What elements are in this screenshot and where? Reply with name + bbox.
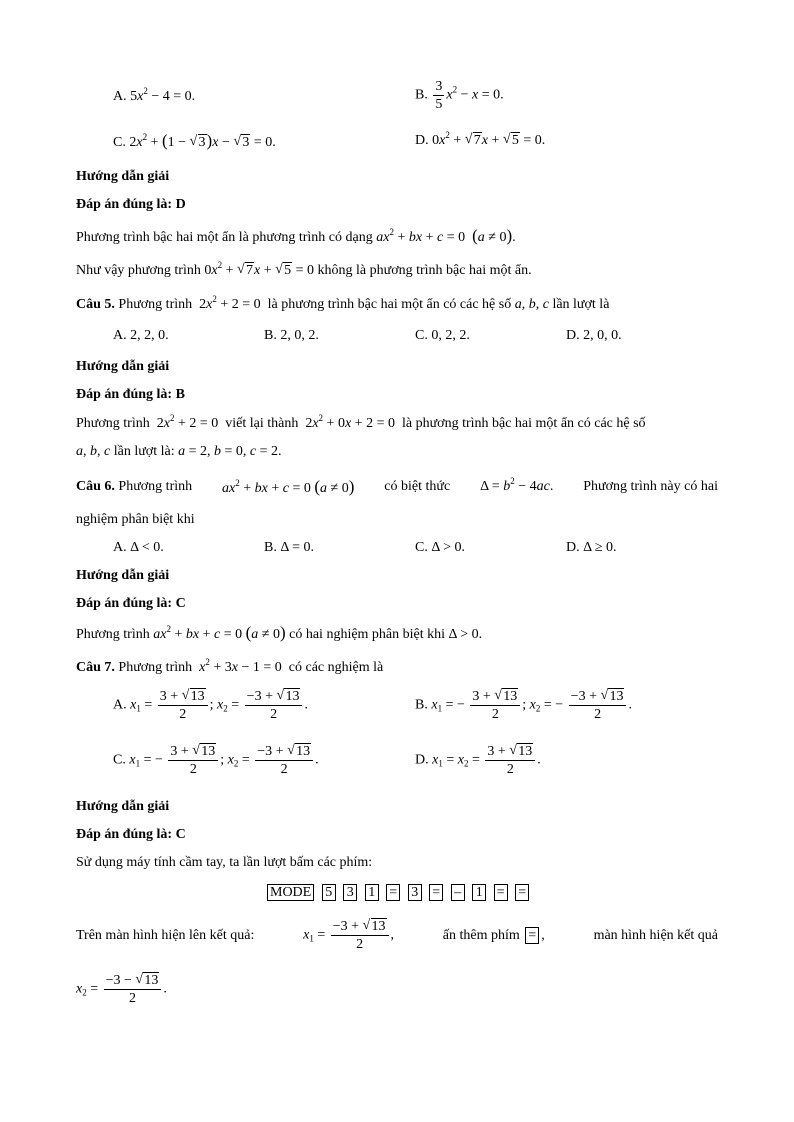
q7-result-line-1: Trên màn hình hiện lên kết quả: $x_1$ = $\frac{-3 + √ 13}{2}$ , ấn thêm phím = , màn hình hiện kết quả [76, 918, 718, 953]
key-equals: = [429, 884, 443, 901]
q7-calculator-instruction: Sử dụng máy tính cầm tay, ta lần lượt bấm các phím: [76, 855, 373, 870]
q7-stem: Câu 7. Phương trình $x^2 + 3x - 1 = 0$ có các nghiệm là [76, 657, 384, 675]
q6-stem-line-1: Câu 6. Phương trình $ax^2$ + bx + c = 0 (a ≠ 0) có biệt thức $\Delta = b^2 - 4ac$. Phương trình này có hai [76, 476, 718, 496]
q4-solution-line-1: Phương trình bậc hai một ẩn là phương trình có dạng $ax^2$ + bx + c = 0 (a ≠ 0). [76, 226, 516, 245]
q6-solution: Phương trình $ax^2$ + bx + c = 0 (a ≠ 0) có hai nghiệm phân biệt khi Δ > 0. [76, 623, 483, 642]
key-3: 3 [408, 884, 422, 901]
q4-option-b: B. $\frac{3}{5}$ $x^2 - x = 0$. [415, 79, 504, 112]
q6-answer: Đáp án đúng là: C [76, 596, 186, 611]
q5-stem: Câu 5. Phương trình $2x^2 + 2 = 0$ là phương trình bậc hai một ẩn có các hệ số a, b, c lần lượt là [76, 294, 610, 312]
q4-answer: Đáp án đúng là: D [76, 197, 186, 212]
q7-option-d: D. $x_1 = x_2$ = $\frac{3 + √ 13}{2}$ . [415, 743, 541, 778]
q4-option-d: D. $0x^2$ + √ 7x + √ 5 = 0. [415, 132, 545, 150]
key-minus: – [451, 884, 465, 901]
q4-guide-heading: Hướng dẫn giải [76, 169, 170, 184]
q7-guide-heading: Hướng dẫn giải [76, 799, 170, 814]
key-mode: MODE [267, 884, 314, 901]
calculator-key-sequence [265, 884, 531, 902]
q4-solution-line-2: Như vậy phương trình $0x^2$ + √ 7x + √ 5 = 0 không là phương trình bậc hai một ẩn. [76, 262, 532, 280]
key-equals: = [525, 927, 539, 944]
q6-option-a: A. Δ < 0. [113, 540, 164, 555]
q5-option-a: A. 2, 2, 0. [113, 328, 169, 343]
key-equals: = [515, 884, 529, 901]
q5-guide-heading: Hướng dẫn giải [76, 359, 170, 374]
key-1: 1 [472, 884, 486, 901]
q5-answer: Đáp án đúng là: B [76, 387, 185, 402]
q6-stem-line-2: nghiệm phân biệt khi [76, 512, 195, 527]
key-equals: = [494, 884, 508, 901]
q5-option-d: D. 2, 0, 0. [566, 328, 622, 343]
q4-option-a: A. $5x^2 - 4 = 0$. [113, 86, 196, 104]
q5-solution-line-1: Phương trình $2x^2 + 2 = 0$ viết lại thành $2x^2 + 0x + 2 = 0$ là phương trình bậc hai một ẩn có các hệ số [76, 413, 646, 431]
key-5: 5 [322, 884, 336, 901]
q6-option-b: B. Δ = 0. [264, 540, 314, 555]
q7-option-a: A. $x_1$ = $\frac{3 + √ 13}{2}$ ; $x_2$ = $\frac{-3 + √ 13}{2}$ . [113, 688, 308, 723]
key-1: 1 [365, 884, 379, 901]
q7-answer: Đáp án đúng là: C [76, 827, 186, 842]
q4-option-c: C. $2x^2 + (1$ − √ 3)x − √ 3 = 0. [113, 132, 276, 152]
q6-guide-heading: Hướng dẫn giải [76, 568, 170, 583]
q5-solution-line-2: a, b, c lần lượt là: a = 2, b = 0, c = 2. [76, 444, 282, 459]
q5-option-c: C. 0, 2, 2. [415, 328, 470, 343]
key-equals: = [386, 884, 400, 901]
key-3: 3 [343, 884, 357, 901]
q7-result-line-2: $x_2$ = $\frac{-3 - √ 13}{2}$ . [76, 972, 167, 1007]
q7-option-b: B. $x_1$ = − $\frac{3 + √ 13}{2}$ ; $x_2$ = − $\frac{-3 + √ 13}{2}$ . [415, 688, 632, 723]
q6-option-d: D. Δ ≥ 0. [566, 540, 617, 555]
q7-option-c: C. $x_1$ = − $\frac{3 + √ 13}{2}$ ; $x_2$ = $\frac{-3 + √ 13}{2}$ . [113, 743, 319, 778]
q5-option-b: B. 2, 0, 2. [264, 328, 319, 343]
q6-option-c: C. Δ > 0. [415, 540, 465, 555]
